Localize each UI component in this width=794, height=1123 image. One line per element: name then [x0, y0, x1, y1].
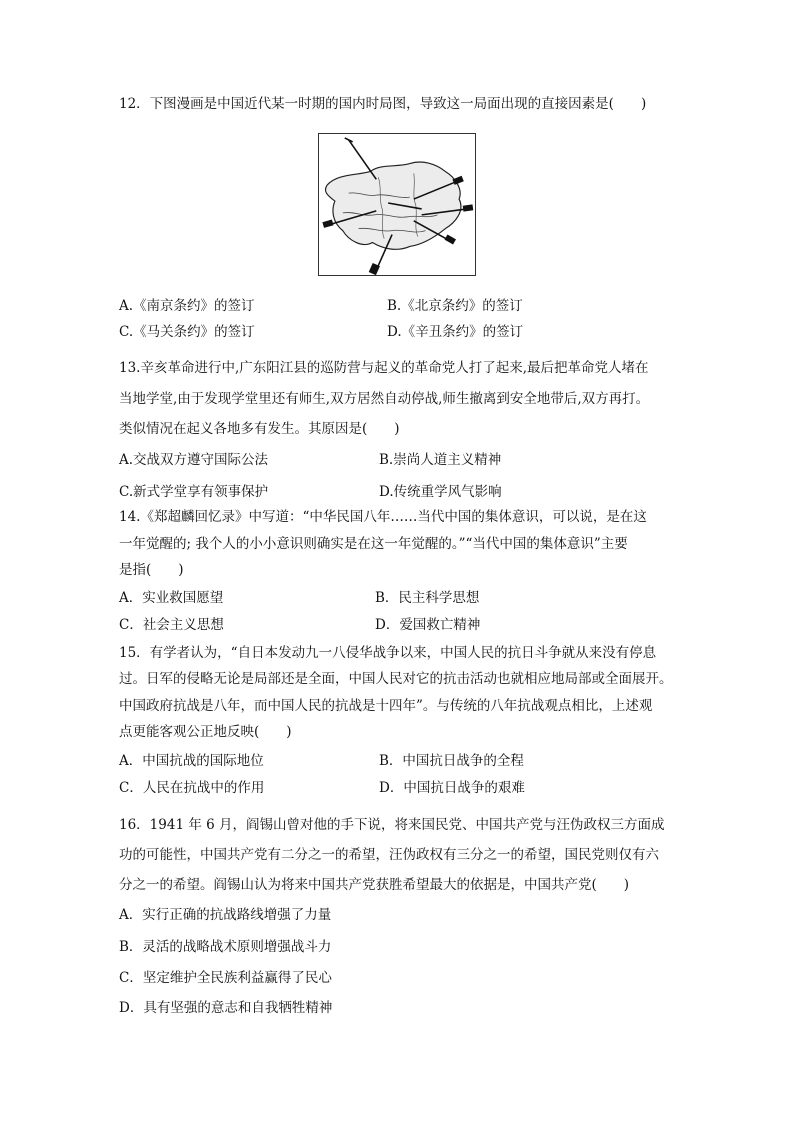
q12-stem: 12．下图漫画是中国近代某一时期的国内时局图，导致这一局面出现的直接因素是( ) — [119, 96, 647, 112]
q13-stem-line-3: 类似情况在起义各地多有发生。其原因是( ) — [119, 421, 400, 437]
q16-stem-line-3: 分之一的希望。阎锡山认为将来中国共产党获胜希望最大的依据是，中国共产党( ) — [119, 877, 630, 893]
q14-option-d: D．爱国救亡精神 — [375, 617, 481, 633]
q15-stem-line-2: 过。日军的侵略无论是局部还是全面，中国人民对它的抗击活动也就相应地局部或全面展开。 — [119, 671, 673, 687]
q15-stem-line-4: 点更能客观公正地反映( ) — [119, 724, 292, 740]
china-map-cartoon-image — [319, 134, 475, 275]
q16-stem-line-2: 功的可能性，中国共产党有二分之一的希望，汪伪政权有三分之一的希望，国民党则仅有六 — [119, 847, 659, 863]
q16-option-b: B．灵活的战略战术原则增强战斗力 — [119, 939, 332, 955]
q12-option-d: D.《辛丑条约》的签订 — [387, 324, 524, 340]
q14-stem-line-2: 一年觉醒的; 我个人的小小意识则确实是在这一年觉醒的。”“当代中国的集体意识”主要 — [119, 536, 628, 552]
q15-option-c: C．人民在抗战中的作用 — [119, 780, 265, 796]
q13-option-d: D.传统重学风气影响 — [379, 484, 502, 500]
q16-option-c: C．坚定维护全民族利益赢得了民心 — [119, 970, 332, 986]
q14-option-c: C．社会主义思想 — [119, 617, 224, 633]
q14-stem-line-1: 14.《郑超麟回忆录》中写道：“中华民国八年……当代中国的集体意识，可以说，是在这 — [119, 509, 647, 525]
q15-option-d: D．中国抗日战争的艰难 — [379, 780, 525, 796]
q12-option-b: B.《北京条约》的签订 — [387, 298, 523, 314]
q12-option-c: C.《马关条约》的签订 — [119, 324, 255, 340]
q15-stem-line-3: 中国政府抗战是八年，而中国人民的抗战是十四年”。与传统的八年抗战观点相比，上述观 — [119, 698, 653, 714]
q12-option-a: A.《南京条约》的签订 — [119, 298, 255, 314]
q14-stem-line-3: 是指( ) — [119, 562, 184, 578]
q13-option-a: A.交战双方遵守国际公法 — [119, 452, 269, 468]
q15-option-b: B．中国抗日战争的全程 — [379, 753, 524, 769]
q16-stem-line-1: 16．1941 年 6 月，阎锡山曾对他的手下说，将来国民党、中国共产党与汪伪政权三方面成 — [119, 817, 665, 833]
q13-stem-line-2: 当地学堂,由于发现学堂里还有师生,双方居然自动停战,师生撤离到安全地带后,双方再打。 — [119, 391, 650, 407]
q16-option-a: A．实行正确的抗战路线增强了力量 — [119, 907, 332, 923]
q13-option-c: C.新式学堂享有领事保护 — [119, 484, 269, 500]
cartoon-figure — [318, 133, 476, 276]
q15-stem-line-1: 15．有学者认为，“自日本发动九一八侵华战争以来，中国人民的抗日斗争就从来没有停息 — [119, 645, 657, 661]
q14-option-a: A．实业救国愿望 — [119, 590, 224, 606]
q14-option-b: B．民主科学思想 — [375, 590, 480, 606]
q16-option-d: D．具有坚强的意志和自我牺牲精神 — [119, 1000, 333, 1016]
q15-option-a: A．中国抗战的国际地位 — [119, 753, 264, 769]
q13-stem-line-1: 13.辛亥革命进行中,广东阳江县的巡防营与起义的革命党人打了起来,最后把革命党人堵在 — [119, 360, 649, 376]
q13-option-b: B.崇尚人道主义精神 — [379, 452, 502, 468]
